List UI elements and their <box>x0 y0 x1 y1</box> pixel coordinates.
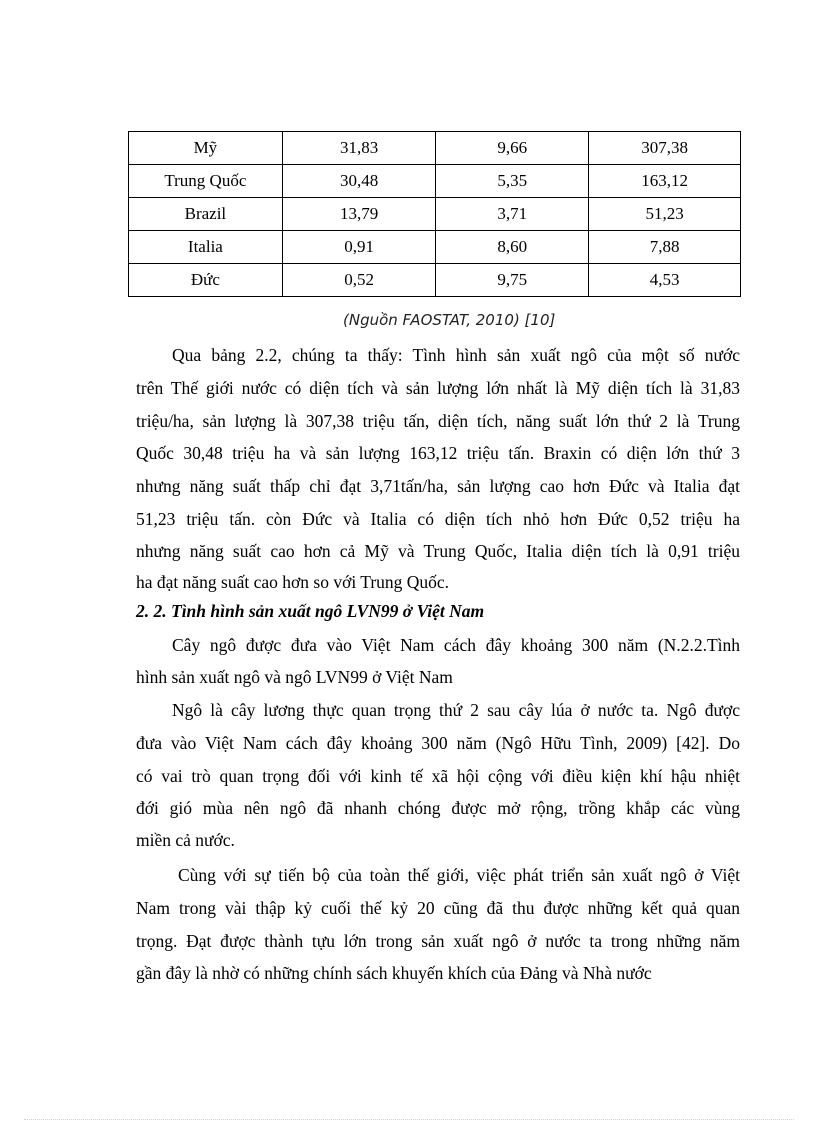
paragraph-line: Qua bảng 2.2, chúng ta thấy: Tình hình sản xuất ngô của một số nước <box>172 345 740 365</box>
paragraph-line: hình sản xuất ngô và ngô LVN99 ở Việt Nam <box>136 667 453 687</box>
table-cell-country: Brazil <box>129 198 283 231</box>
table-cell-output: 51,23 <box>589 198 741 231</box>
table-cell-area: 0,91 <box>282 231 436 264</box>
paragraph-line: gần đây là nhờ có những chính sách khuyến khích của Đảng và Nhà nước <box>136 963 652 983</box>
paragraph-line: nhưng năng suất cao hơn cả Mỹ và Trung Quốc, Italia diện tích là 0,91 triệu <box>136 541 740 561</box>
table-cell-area: 0,52 <box>282 264 436 297</box>
table-cell-output: 307,38 <box>589 132 741 165</box>
table-row <box>129 264 741 297</box>
table-row <box>129 198 741 231</box>
table-cell-country: Italia <box>129 231 283 264</box>
table-cell-yield: 3,71 <box>436 198 589 231</box>
table-cell-yield: 5,35 <box>436 165 589 198</box>
paragraph-line: trên Thế giới nước có diện tích và sản lượng lớn nhất là Mỹ diện tích là 31,83 <box>136 378 740 398</box>
table-cell-output: 163,12 <box>589 165 741 198</box>
table-cell-yield: 9,66 <box>436 132 589 165</box>
table-row <box>129 132 741 165</box>
paragraph-line: 51,23 triệu tấn. còn Đức và Italia có diện tích nhỏ hơn Đức 0,52 triệu ha <box>136 509 740 529</box>
paragraph-line: trọng. Đạt được thành tựu lớn trong sản xuất ngô ở nước ta trong những năm <box>136 931 740 951</box>
page-bottom-divider <box>24 1119 794 1120</box>
paragraph-line: Nam trong vài thập kỷ cuối thế kỷ 20 cũng đã thu được những kết quả quan <box>136 898 740 918</box>
table-cell-yield: 9,75 <box>436 264 589 297</box>
paragraph-line: Cây ngô được đưa vào Việt Nam cách đây khoảng 300 năm (N.2.2.Tình <box>172 635 740 655</box>
table-cell-area: 13,79 <box>282 198 436 231</box>
paragraph-line: đưa vào Việt Nam cách đây khoảng 300 năm (Ngô Hữu Tình, 2009) [42]. Do <box>136 733 740 753</box>
table-cell-country: Đức <box>129 264 283 297</box>
paragraph-line: có vai trò quan trọng đối với kinh tế xã hội cộng với điều kiện khí hậu nhiệt <box>136 766 740 786</box>
paragraph-line: đới gió mùa nên ngô đã nhanh chóng được mở rộng, trồng khắp các vùng <box>136 798 740 818</box>
table-cell-area: 30,48 <box>282 165 436 198</box>
paragraph-line: miền cả nước. <box>136 830 235 850</box>
paragraph-line: Ngô là cây lương thực quan trọng thứ 2 sau cây lúa ở nước ta. Ngô được <box>172 700 740 720</box>
paragraph-line: ha đạt năng suất cao hơn so với Trung Quốc. <box>136 572 450 592</box>
paragraph-line: Cùng với sự tiến bộ của toàn thế giới, việc phát triển sản xuất ngô ở Việt <box>178 865 740 885</box>
section-heading: 2. 2. Tình hình sản xuất ngô LVN99 ở Việt Nam <box>136 601 485 621</box>
paragraph-line: triệu/ha, sản lượng là 307,38 triệu tấn, diện tích, năng suất lớn thứ 2 là Trung <box>136 411 740 431</box>
table-row <box>129 165 741 198</box>
table-row <box>129 231 741 264</box>
table-cell-output: 7,88 <box>589 231 741 264</box>
table-cell-yield: 8,60 <box>436 231 589 264</box>
paragraph-line: Quốc 30,48 triệu ha và sản lượng 163,12 triệu tấn. Braxin có diện lớn thứ 3 <box>136 443 740 463</box>
table-cell-country: Mỹ <box>129 132 283 165</box>
paragraph-line: nhưng năng suất thấp chỉ đạt 3,71tấn/ha, sản lượng cao hơn Đức và Italia đạt <box>136 476 740 496</box>
table-cell-area: 31,83 <box>282 132 436 165</box>
table-cell-country: Trung Quốc <box>129 165 283 198</box>
maize-production-table <box>128 131 741 297</box>
table-source-note: (Nguồn FAOSTAT, 2010) [10] <box>343 311 556 329</box>
table-cell-output: 4,53 <box>589 264 741 297</box>
